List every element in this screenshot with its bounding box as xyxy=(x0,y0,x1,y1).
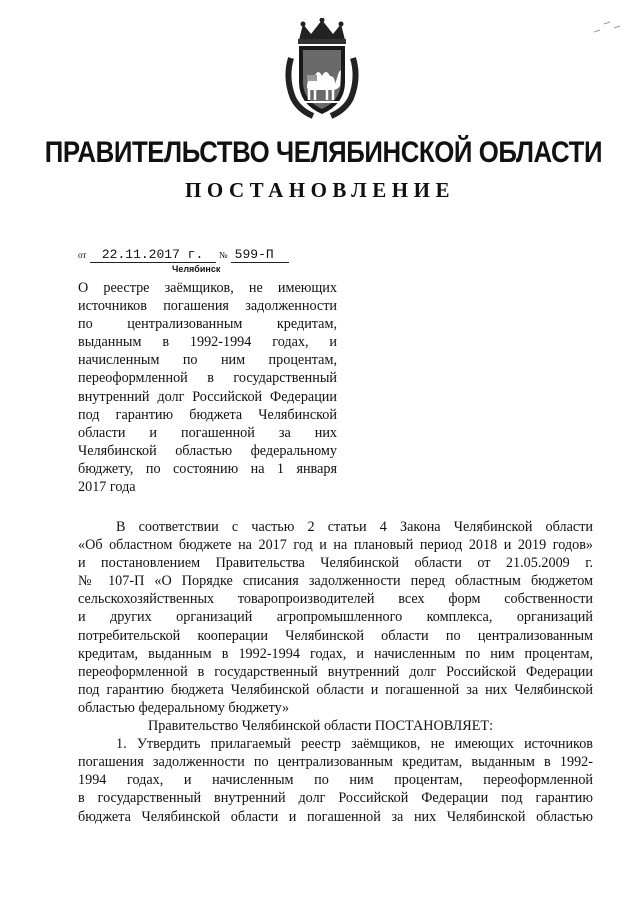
subject-line: переоформленной в государственный xyxy=(78,370,337,387)
subject-line: внутренний долг Российской Федерации xyxy=(78,388,337,405)
body-line: бюджета Челябинской области и погашенной за них Челябинской областью xyxy=(78,808,593,825)
document-body xyxy=(78,518,593,826)
body-line: погашения задолженности по централизованным кредитам, выданным в 1992- xyxy=(78,754,593,771)
body-line: областью федеральному бюджету» xyxy=(78,699,290,716)
corner-mark xyxy=(592,18,622,36)
body-line: потребительской кооперации Челябинской области по централизованным xyxy=(78,627,593,644)
subject-line: источников погашения задолженности xyxy=(78,298,337,315)
document-subject xyxy=(78,279,337,496)
date-label: от xyxy=(78,250,87,260)
number-label: № xyxy=(218,250,228,260)
document-meta xyxy=(78,246,289,263)
subject-line: начисленным по ним процентам, xyxy=(78,352,337,369)
subject-line: О реестре заёмщиков, не имеющих xyxy=(78,280,337,296)
document-date: 22.11.2017 г. xyxy=(90,247,216,263)
body-line: 1994 годах, и начисленным по ним процентам, переоформленной xyxy=(78,772,593,789)
body-line: и постановлением Правительства Челябинской области от 21.05.2009 г. xyxy=(78,555,593,572)
subject-line: по централизованным кредитам, xyxy=(78,316,337,333)
subject-line: под гарантию бюджета Челябинской xyxy=(78,406,337,423)
subject-line: выданным в 1992-1994 годах, и xyxy=(78,334,337,351)
subject-line: 2017 года xyxy=(78,479,136,496)
subject-line: Челябинской областью федеральному xyxy=(78,442,337,459)
resolution-line: Правительство Челябинской области ПОСТАНОВЛЯЕТ: xyxy=(148,718,494,735)
city-label: Челябинск xyxy=(172,264,221,274)
body-line: В соответствии с частью 2 статьи 4 Закона Челябинской области xyxy=(116,519,593,535)
government-title: ПРАВИТЕЛЬСТВО ЧЕЛЯБИНСКОЙ ОБЛАСТИ xyxy=(44,136,603,169)
body-line: № 107-П «О Порядке списания задолженности перед областным бюджетом xyxy=(78,573,593,590)
coat-of-arms-emblem xyxy=(285,18,359,122)
body-line: и других организаций агропромышленного комплекса, организаций xyxy=(78,609,593,626)
body-line: переоформленной в государственный внутренний долг Российской Федерации xyxy=(78,663,593,680)
document-type-title: ПОСТАНОВЛЕНИЕ xyxy=(185,178,455,202)
subject-line: области и погашенной за них xyxy=(78,424,337,441)
body-line: «Об областном бюджете на 2017 год и на плановый период 2018 и 2019 годов» xyxy=(78,537,593,554)
body-line: в государственный внутренний долг Российской Федерации под гарантию xyxy=(78,790,593,807)
body-line: кредитам, выданным в 1992-1994 годах, и начисленным по ним процентам, xyxy=(78,645,593,662)
subject-line: бюджету, по состоянию на 1 января xyxy=(78,460,337,477)
body-line: под гарантию бюджета Челябинской области и погашенной за них Челябинской xyxy=(78,681,593,698)
body-line: 1. Утвердить прилагаемый реестр заёмщиков, не имеющих источников xyxy=(116,736,593,753)
body-line: сельскохозяйственных товаропроизводителей всех форм собственности xyxy=(78,591,593,608)
document-number: 599-П xyxy=(231,247,289,263)
